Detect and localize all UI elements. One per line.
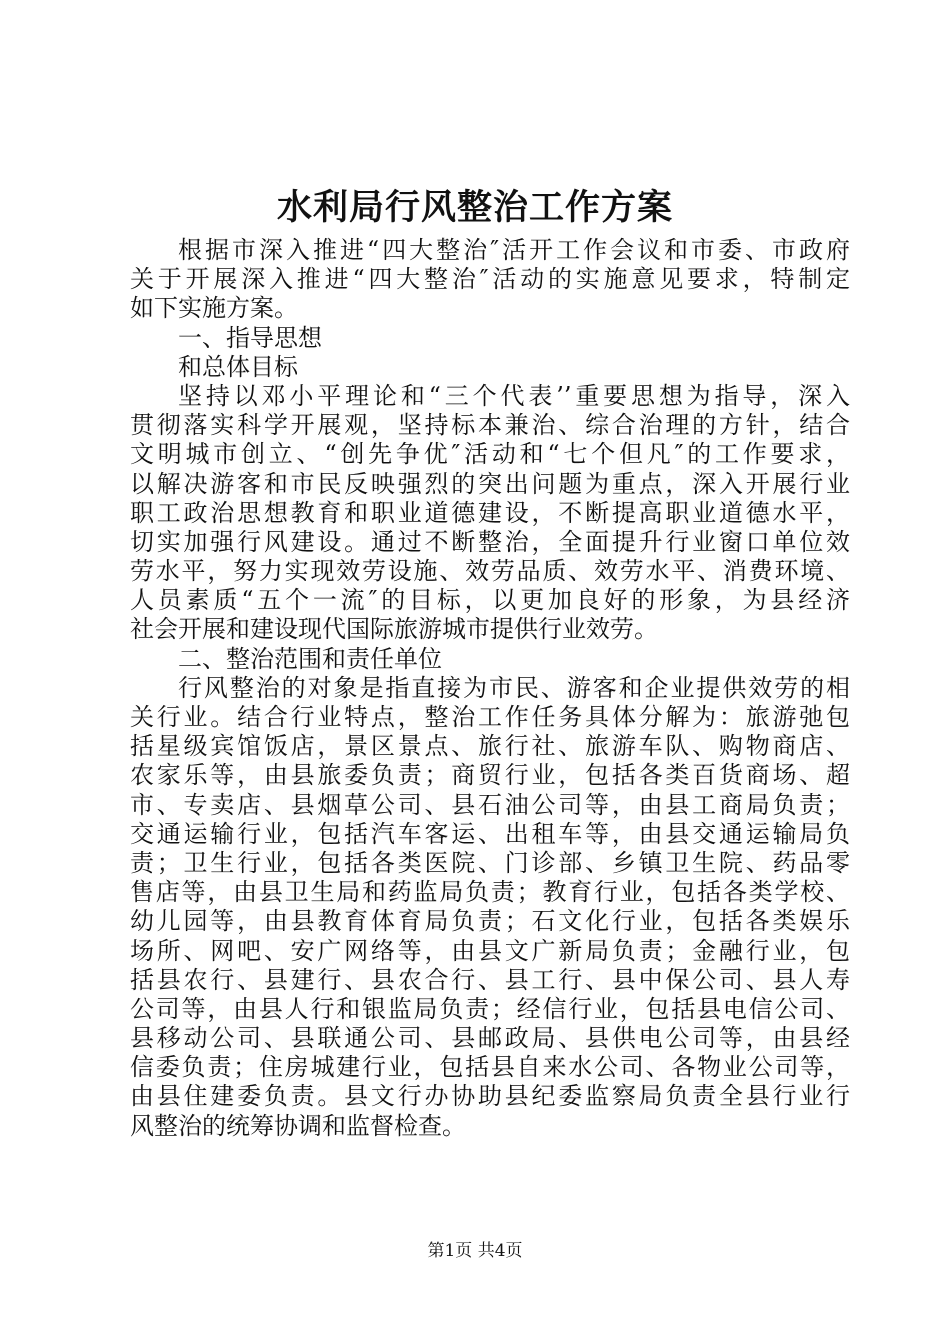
text-line: 贯彻落实科学开展观，坚持标本兼治、综合治理的方针，结合 [130,411,850,440]
text-line: 场所、网吧、安广网络等，由县文广新局负责；金融行业，包 [130,936,850,965]
text-line: 如下实施方案。 [130,294,298,323]
section-heading: 二、整治范围和责任单位 [178,644,442,673]
text-line: 交通运输行业，包括汽车客运、出租车等，由县交通运输局负 [130,819,850,848]
text-line: 坚持以邓小平理论和“三个代表’’重要思想为指导，深入 [178,381,850,410]
text-line: 行风整治的对象是指直接为市民、游客和企业提供效劳的相 [178,673,850,702]
text-line: 市、专卖店、县烟草公司、县石油公司等，由县工商局负责； [130,790,850,819]
text-line: 职工政治思想教育和职业道德建设，不断提高职业道德水平， [130,498,850,527]
text-line: 文明城市创立、“创先争优″活动和“七个但凡″的工作要求， [130,440,850,469]
text-line: 关于开展深入推进“四大整治″活动的实施意见要求，特制定 [130,265,850,294]
text-line: 信委负责；住房城建行业，包括县自来水公司、各物业公司等， [130,1053,850,1082]
text-line: 幼儿园等，由县教育体育局负责；石文化行业，包括各类娱乐 [130,907,850,936]
text-line: 根据市深入推进“四大整治″活开工作会议和市委、市政府 [178,236,850,264]
text-line: 关行业。结合行业特点，整治工作任务具体分解为：旅游弛包 [130,703,850,731]
text-line: 切实加强行风建设。通过不断整治，全面提升行业窗口单位效 [130,527,850,556]
document-body [130,236,850,1141]
text-line: 人员素质“五个一流″的目标，以更加良好的形象，为县经济 [130,586,850,615]
text-line: 社会开展和建设现代国际旅游城市提供行业效劳。 [130,615,658,644]
page-number: 第1页 共4页 [427,1241,523,1261]
text-line: 责；卫生行业，包括各类医院、门诊部、乡镇卫生院、药品零 [130,848,850,877]
section-heading: 一、指导思想 [178,323,322,352]
text-line: 由县住建委负责。县文行办协助县纪委监察局负责全县行业行 [130,1082,850,1111]
text-line: 以解决游客和市民反映强烈的突出问题为重点，深入开展行业 [130,469,850,498]
section-heading: 和总体目标 [178,352,298,381]
text-line: 县移动公司、县联通公司、县邮政局、县供电公司等，由县经 [130,1024,850,1053]
text-line: 劳水平，努力实现效劳设施、效劳品质、效劳水平、消费环境、 [130,557,850,586]
text-line: 括星级宾馆饭店，景区景点、旅行社、旅游车队、购物商店、 [130,732,850,761]
text-line: 公司等，由县人行和银监局负责；经信行业，包括县电信公司、 [130,994,850,1023]
text-line: 售店等，由县卫生局和药监局负责；教育行业，包括各类学校、 [130,878,850,907]
text-line: 农家乐等，由县旅委负责；商贸行业，包括各类百货商场、超 [130,761,850,790]
text-line: 风整治的统筹协调和监督检查。 [130,1111,466,1140]
document-title: 水利局行风整治工作方案 [276,187,673,228]
text-line: 括县农行、县建行、县农合行、县工行、县中保公司、县人寿 [130,965,850,994]
